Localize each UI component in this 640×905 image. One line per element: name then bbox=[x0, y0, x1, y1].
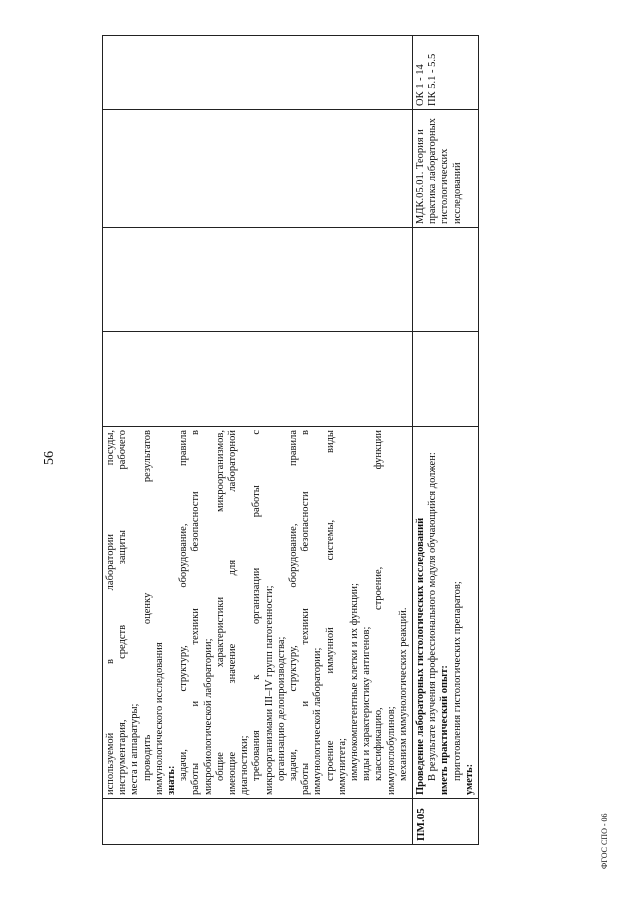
module-title: Проведение лабораторных гистологических исследований bbox=[415, 517, 427, 795]
requirements-cell bbox=[413, 427, 479, 799]
competencies-cell bbox=[103, 36, 413, 110]
text-line: механизм иммунологических реакций. bbox=[397, 607, 409, 781]
text-line: иммунологического исследования bbox=[153, 642, 165, 795]
znat-label: знать: bbox=[166, 765, 178, 795]
table-row bbox=[103, 36, 413, 845]
text-line: виды и характеристику антигенов; bbox=[361, 626, 373, 781]
text-line: инструментария, средств защиты рабочего bbox=[117, 430, 129, 795]
text-line: строение иммунной системы, виды bbox=[324, 430, 336, 781]
text-line: микробиологической лаборатории; bbox=[202, 638, 214, 795]
competencies-cell bbox=[413, 36, 479, 110]
text-line: классификацию, строение, функции bbox=[373, 430, 385, 781]
text-line: диагностики; bbox=[239, 735, 251, 795]
text-line: В результате изучения профессионального модуля обучающийся должен: bbox=[427, 452, 439, 781]
text-line: проводить оценку результатов bbox=[141, 430, 153, 781]
text-line: требования к организации работы с bbox=[251, 430, 263, 781]
page-number: 56 bbox=[42, 451, 57, 465]
requirements-cell bbox=[103, 427, 413, 799]
text-line: иммунитета; bbox=[336, 738, 348, 795]
code-cell bbox=[413, 799, 479, 845]
text-line: работы и техники безопасности в bbox=[300, 430, 312, 795]
opyt-label: иметь практический опыт: bbox=[439, 665, 451, 795]
hours-cell bbox=[103, 228, 413, 332]
text-line: работы и техники безопасности в bbox=[190, 430, 202, 795]
text-line: задачи, структуру, оборудование, правила bbox=[288, 430, 300, 781]
mdk-cell bbox=[103, 110, 413, 228]
curriculum-table bbox=[102, 35, 479, 845]
text-line: места и аппаратуры; bbox=[129, 703, 141, 795]
text-line: иммуноглобулинов; bbox=[385, 706, 397, 795]
mdk-cell bbox=[413, 110, 479, 228]
text-line: микроорганизмами III–IV групп патогенности; bbox=[263, 585, 275, 795]
text-line: общие характеристики микроорганизмов, bbox=[214, 430, 226, 781]
text-line: приготовления гистологических препаратов; bbox=[451, 581, 463, 781]
hours-cell bbox=[413, 228, 479, 332]
competency-pk: ПК 5.1 - 5.5 bbox=[427, 53, 439, 106]
text-line: организацию делопроизводства; bbox=[275, 636, 287, 781]
text-line: имеющие значение для лабораторной bbox=[227, 430, 239, 795]
footer-label: ФГОС СПО - 06 bbox=[600, 813, 609, 869]
table-row bbox=[413, 36, 479, 845]
hours-cell bbox=[103, 332, 413, 427]
competency-ok: ОК 1 - 14 bbox=[415, 64, 427, 106]
module-code: ПМ.05 bbox=[415, 808, 428, 841]
text-line: иммунологической лаборатории; bbox=[312, 647, 324, 795]
hours-cell bbox=[413, 332, 479, 427]
code-cell bbox=[103, 799, 413, 845]
text-line: используемой в лаборатории посуды, bbox=[105, 430, 116, 795]
umet-label: уметь: bbox=[463, 763, 475, 795]
text-line: задачи, структуру, оборудование, правила bbox=[178, 430, 190, 781]
text-line: иммунокомпетентные клетки и их функции; bbox=[349, 583, 361, 781]
mdk-text: МДК.05.01. Теория и практика лабораторных гистологических исследований bbox=[415, 118, 463, 224]
